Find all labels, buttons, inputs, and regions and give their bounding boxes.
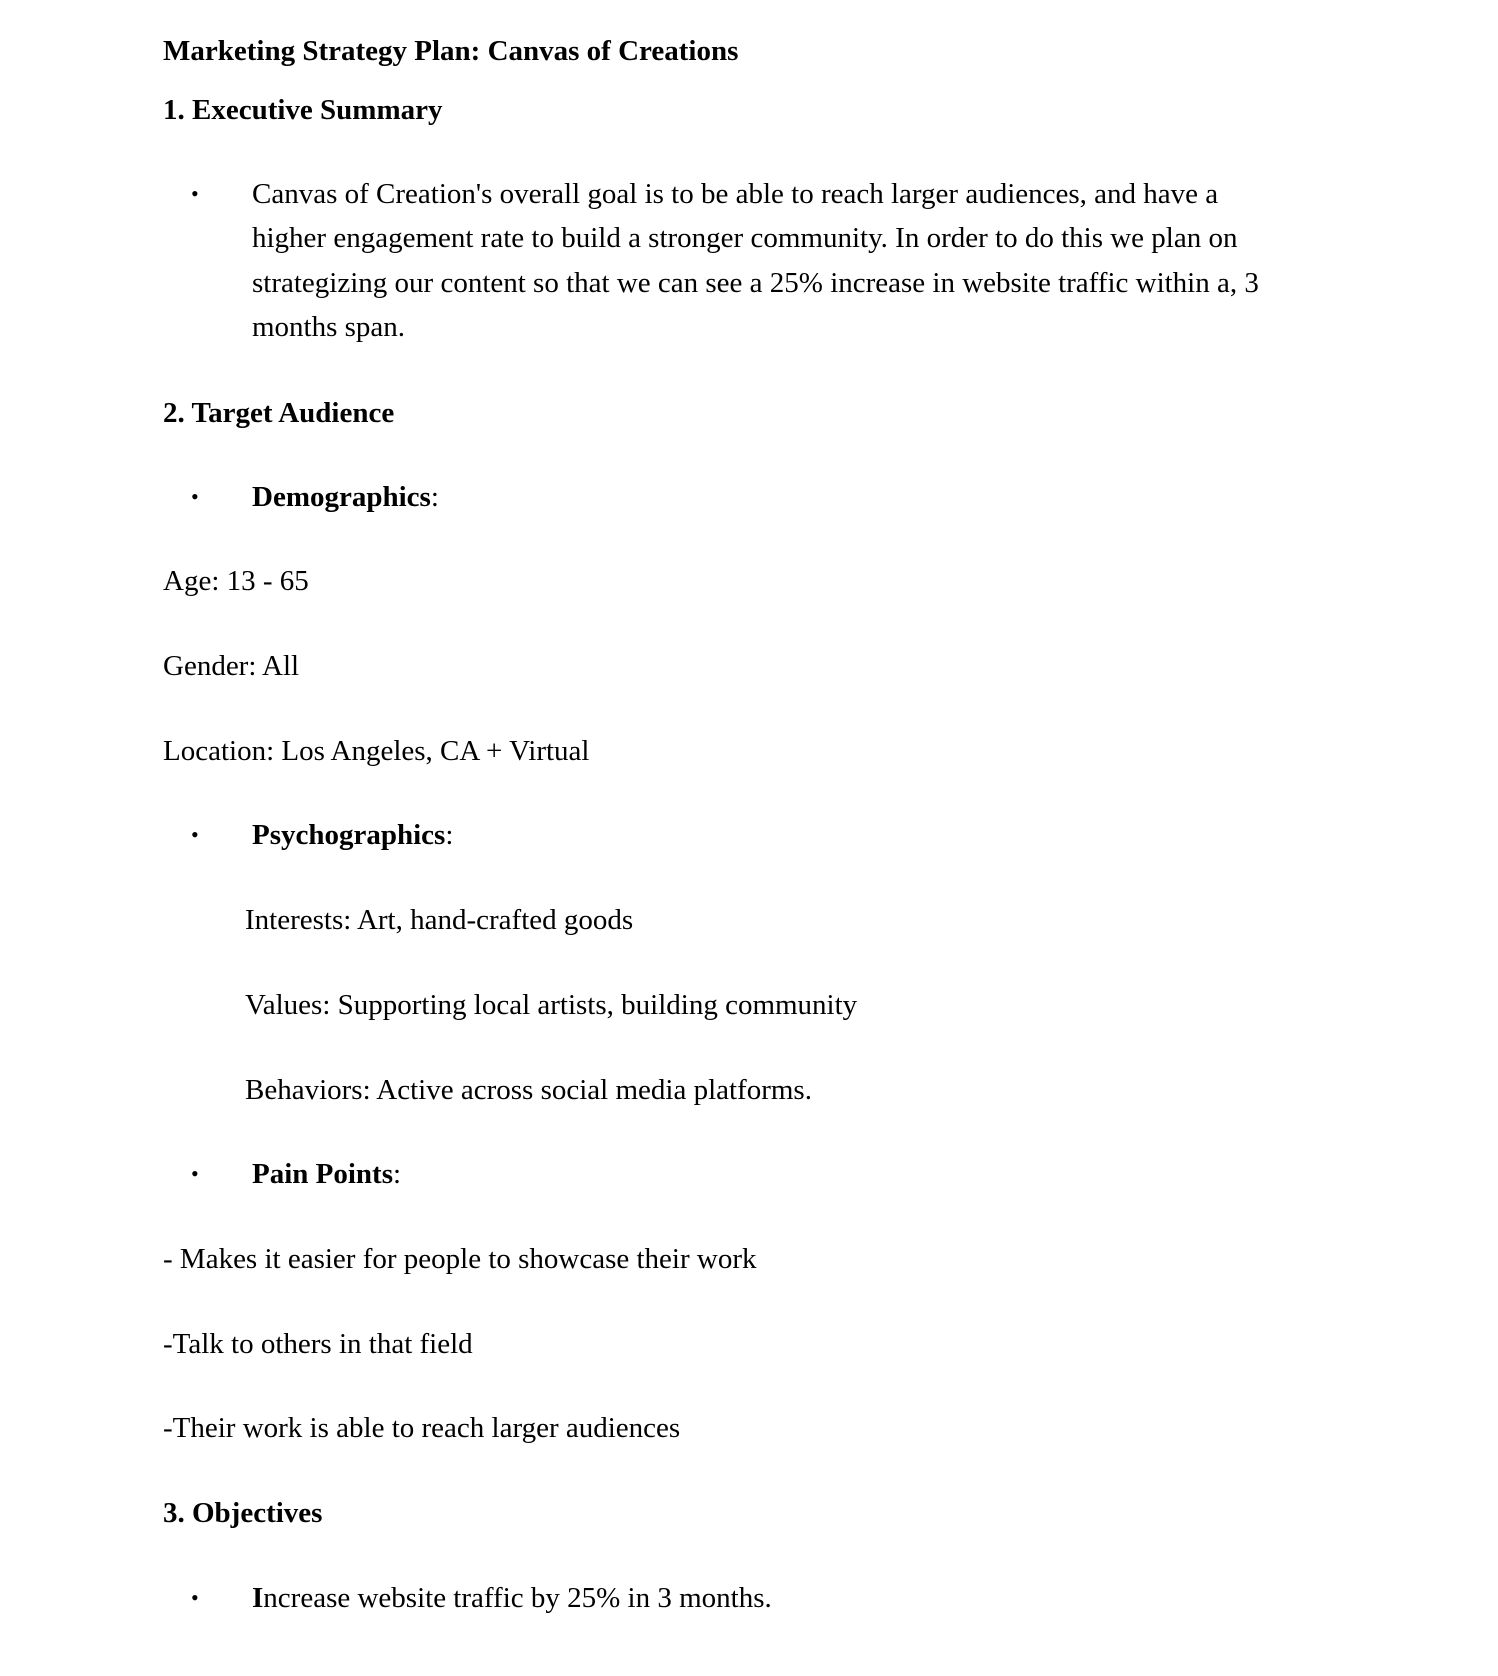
pain-points-label-line xyxy=(252,1152,401,1196)
bullet-icon: • xyxy=(191,181,199,206)
bullet-icon: • xyxy=(191,822,199,847)
bullet-icon: • xyxy=(191,1585,199,1610)
section-heading-executive-summary: 1. Executive Summary xyxy=(163,94,443,126)
section-heading-objectives: 3. Objectives xyxy=(163,1497,323,1529)
bullet-icon: • xyxy=(191,484,199,509)
summary-line-4: months span. xyxy=(252,311,406,343)
objective-item xyxy=(252,1576,772,1620)
psychographics-colon: : xyxy=(445,819,454,851)
psychographics-values: Values: Supporting local artists, building community xyxy=(245,989,858,1021)
psychographics-interests: Interests: Art, hand-crafted goods xyxy=(245,904,634,936)
section-heading-target-audience: 2. Target Audience xyxy=(163,397,395,429)
pain-points-colon: : xyxy=(393,1158,402,1190)
psychographics-behaviors: Behaviors: Active across social media platforms. xyxy=(245,1074,812,1106)
pain-point-item: -Talk to others in that field xyxy=(163,1328,473,1360)
pain-point-item: - Makes it easier for people to showcase their work xyxy=(163,1243,757,1275)
summary-line-1: Canvas of Creation's overall goal is to be able to reach larger audiences, and have a xyxy=(252,178,1219,210)
summary-line-3: strategizing our content so that we can see a 25% increase in website traffic within a, 3 xyxy=(252,267,1259,299)
demographics-label: Demographics xyxy=(252,481,431,513)
objective-text: ncrease website traffic by 25% in 3 months. xyxy=(263,1582,772,1614)
document-title: Marketing Strategy Plan: Canvas of Creations xyxy=(163,35,739,67)
psychographics-label-line xyxy=(252,813,453,857)
demographics-label-line xyxy=(252,475,439,519)
demographics-age: Age: 13 - 65 xyxy=(163,565,309,597)
demographics-colon: : xyxy=(430,481,439,513)
objective-initial: I xyxy=(252,1582,264,1614)
pain-points-label: Pain Points xyxy=(252,1158,393,1190)
demographics-gender: Gender: All xyxy=(163,650,300,682)
demographics-location: Location: Los Angeles, CA + Virtual xyxy=(163,735,590,767)
psychographics-label: Psychographics xyxy=(252,819,446,851)
summary-line-2: higher engagement rate to build a stronger community. In order to do this we plan on xyxy=(252,222,1238,254)
pain-point-item: -Their work is able to reach larger audiences xyxy=(163,1412,681,1444)
bullet-icon: • xyxy=(191,1161,199,1186)
